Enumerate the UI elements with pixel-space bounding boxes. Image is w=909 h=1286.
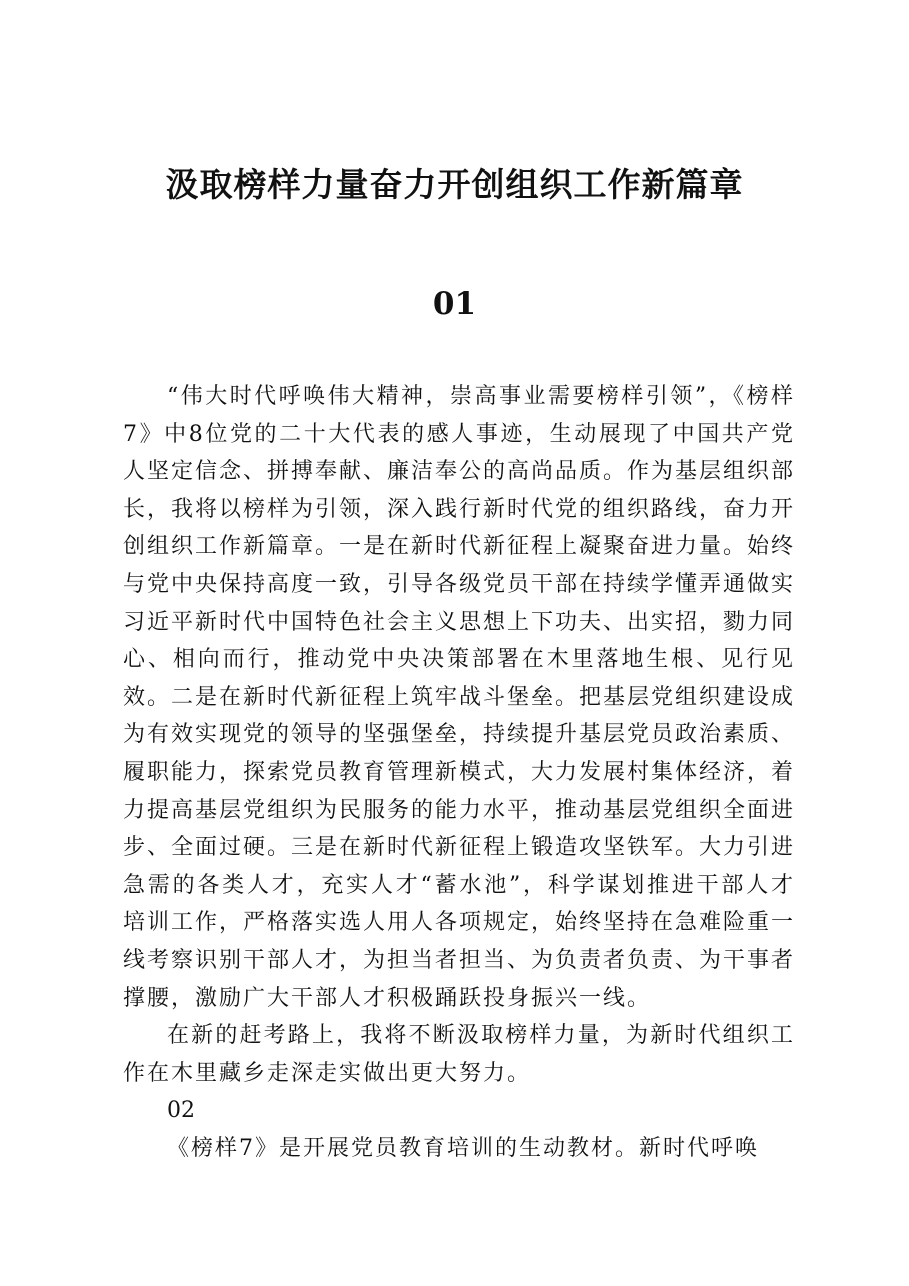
section-heading: 01 [432, 286, 477, 322]
paragraph: 《榜样7》是开展党员教育培训的生动教材。新时代呼唤 [167, 1135, 759, 1161]
document-title: 汲取榜样力量奋力开创组织工作新篇章 [165, 165, 744, 204]
section-number: 02 [167, 1098, 195, 1124]
paragraph: 在新的赶考路上，我将不断汲取榜样力量，为新时代组织工作在木里藏乡走深走实做出更大努力。 [123, 1023, 795, 1086]
document-body [123, 378, 795, 1167]
paragraph: “伟大时代呼唤伟大精神，崇高事业需要榜样引领”，《榜样7》中8位党的二十大代表的感人事迹，生动展现了中国共产党人坚定信念、拼搏奉献、廉洁奉公的高尚品质。作为基层组织部长，我将以榜样为引领，深入践行新时代党的组织路线，奋力开创组织工作新篇章。一是在新时代新征程上凝聚奋进力量。始终与党中央保持高度一致，引导各级党员干部在持续学懂弄通做实习近平新时代中国特色社会主义思想上下功夫、出实招，勠力同心、相向而行，推动党中央决策部署在木里落地生根、见行见效。二是在新时代新征程上筑牢战斗堡垒。把基层党组织建设成为有效实现党的领导的坚强堡垒，持续提升基层党员政治素质、履职能力，探索党员教育管理新模式，大力发展村集体经济，着力提高基层党组织为民服务的能力水平，推动基层党组织全面进步、全面过硬。三是在新时代新征程上锻造攻坚铁军。大力引进急需的各类人才，充实人才“蓄水池”，科学谋划推进干部人才培训工作，严格落实选人用人各项规定，始终坚持在急难险重一线考察识别干部人才，为担当者担当、为负责者负责、为干事者撑腰，激励广大干部人才积极踊跃投身振兴一线。 [123, 384, 796, 1011]
